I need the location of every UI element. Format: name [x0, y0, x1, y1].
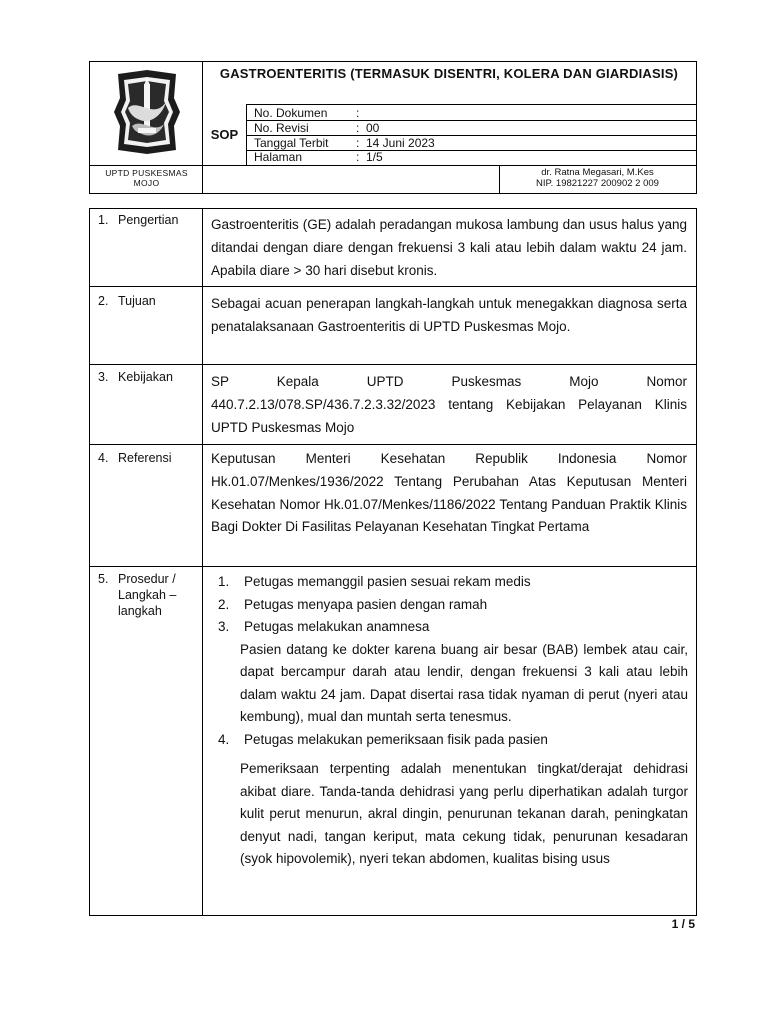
text-tujuan: Sebagai acuan penerapan langkah-langkah untuk menegakkan diagnosa serta penatalaksanaan Gastroenteritis di UPTD Puskesmas Mojo.	[211, 296, 687, 334]
document-title: GASTROENTERITIS (TERMASUK DISENTRI, KOLERA DAN GIARDIASIS)	[219, 66, 679, 81]
label-tujuan: 2. Tujuan	[98, 294, 156, 308]
meta-value-doc-number: :	[356, 106, 360, 120]
list-item: 3. Petugas melakukan anamnesa	[218, 619, 430, 634]
meta-value-revision: : 00	[356, 121, 380, 135]
sop-label: SOP	[210, 127, 239, 142]
text-kebijakan: SP Kepala UPTD Puskesmas Mojo Nomor 440.7.2.13/078.SP/436.7.2.3.32/2023 tentang Kebijakan Pelayanan Klinis UPTD Puskesmas Mojo	[211, 374, 687, 435]
label-kebijakan: 3. Kebijakan	[98, 370, 173, 384]
text-pengertian: Gastroenteritis (GE) adalah peradangan mukosa lambung dan usus halus yang ditandai dengan diare dengan frekuensi 3 kali atau lebih dalam waktu 24 jam. Apabila diare > 30 hari disebut kronis.	[211, 217, 687, 278]
meta-value-page: : 1/5	[356, 150, 383, 164]
list-item: 1. Petugas memanggil pasien sesuai rekam medis	[218, 574, 531, 589]
list-item: 2. Petugas menyapa pasien dengan ramah	[218, 596, 488, 612]
list-item: 4. Petugas melakukan pemeriksaan fisik pada pasien	[218, 731, 548, 747]
organization-name: UPTD PUSKESMAS MOJO	[105, 168, 188, 188]
page-number: 1 / 5	[671, 917, 695, 931]
procedure-steps	[218, 571, 688, 898]
step4-detail: Pemeriksaan terpenting adalah menentukan tingkat/derajat dehidrasi akibat diare. Tanda-tanda dehidrasi yang perlu diperhatikan adalah turgor kulit perut menurun, akral dingin, penurunan tekanan darah, peningkatan denyut nadi, tangan keriput, mata cekung tidak, penurunan kesadaran (syok hipovolemik), nyeri tekan abdomen, kualitas bising usus	[240, 761, 688, 866]
meta-key-doc-number: No. Dokumen	[254, 106, 328, 120]
meta-key-revision: No. Revisi	[254, 121, 309, 135]
label-prosedur: 5. Prosedur / Langkah – langkah	[98, 572, 177, 618]
label-referensi: 4. Referensi	[98, 451, 172, 465]
signer-name: dr. Ratna Megasari, M.Kes	[541, 167, 654, 178]
text-referensi: Keputusan Menteri Kesehatan Republik Indonesia Nomor Hk.01.07/Menkes/1936/2022 Tentang Perubahan Atas Keputusan Menteri Kesehatan Nomor Hk.01.07/Menkes/1186/2022 Tentang Panduan Praktik Klinis Bagi Dokter Di Fasilitas Pelayanan Kesehatan Tingkat Pertama	[211, 451, 687, 535]
signer-nip: NIP. 19821227 200902 2 009	[536, 178, 659, 189]
signature-block	[500, 167, 695, 189]
meta-value-issue-date: : 14 Juni 2023	[356, 136, 435, 150]
city-emblem-logo	[110, 68, 184, 156]
meta-key-page: Halaman	[254, 150, 303, 164]
label-pengertian: 1. Pengertian	[98, 213, 179, 227]
step3-detail: Pasien datang ke dokter karena buang air besar (BAB) lembek atau cair, dapat bercampur darah atau lendir, dengan frekuensi 3 kali atau lebih dalam waktu 24 jam. Dapat disertai rasa tidak nyaman di perut (nyeri atau kembung), mual dan muntah serta tenesmus.	[240, 641, 688, 724]
meta-key-issue-date: Tanggal Terbit	[254, 136, 329, 150]
